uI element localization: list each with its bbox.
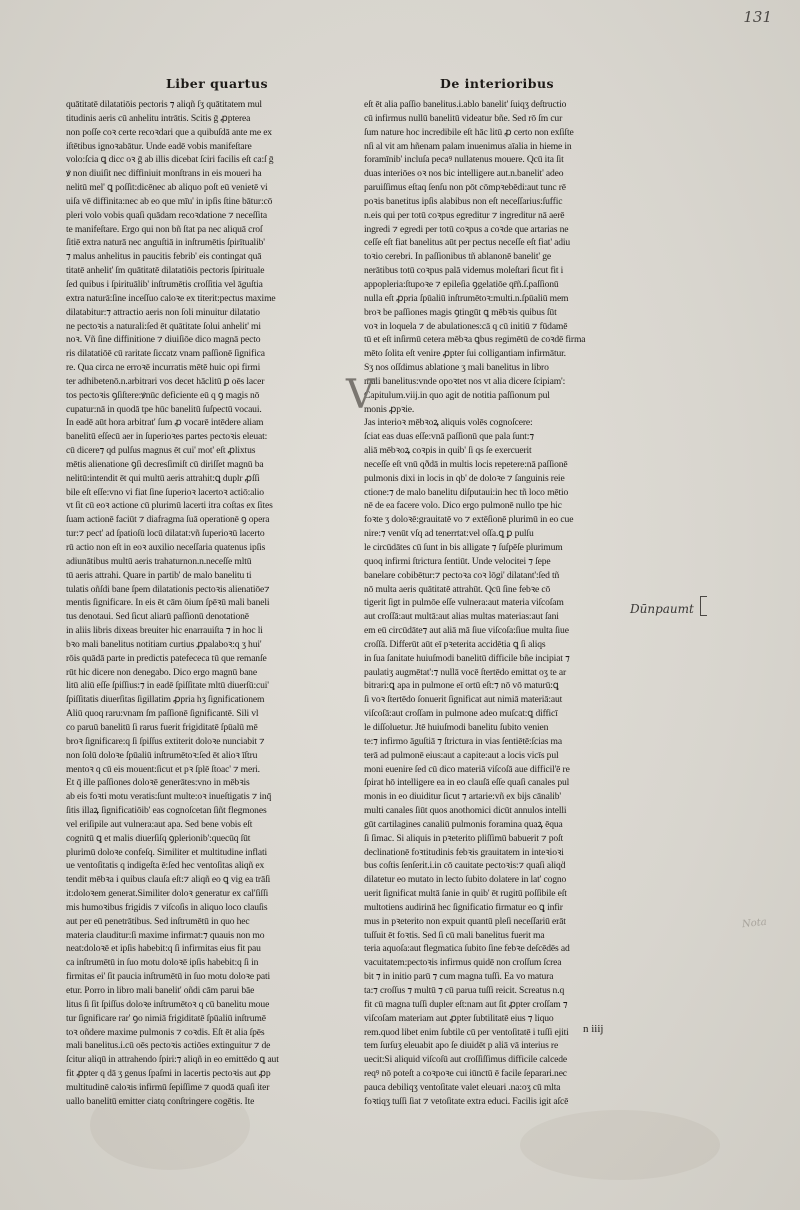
text-line: vel eriſipile aut vulnera:aut apa. Sed bene vobis eſt (66, 818, 253, 830)
text-line: ſum nature hoc incredibile eſt hāc litū ꝓ certo non exſiſte (364, 126, 574, 138)
folio-number: 131 (743, 8, 772, 26)
text-line: ab eis foꝛti motu veratis:ſunt multe:oꝛ inueſtigatis ⁊ inq̄ (66, 791, 272, 803)
text-line: nelitū mel' ꝗ poſſit:dicēnec ab aliquo poſt eū venietē vi (66, 182, 268, 194)
text-line: rōis quādā parte in predictis patefececa tū que remanſe (66, 652, 267, 664)
text-line: co paruū banelitū ſi rarus fuerit frigiditatē ſpūalū mē (66, 721, 258, 733)
text-line: titudinis aeris cū anhelitu intrātis. Scitis ḡ ꝓpterea (66, 112, 251, 124)
text-line: mentis ſignificare. In eis ēt cām ōium ſpēꝛū mali baneli (66, 597, 270, 609)
text-line: toꝛio cerebri. In paſſionibus tñ ablanonē banelit' ge (364, 251, 551, 263)
text-line: uallo banelitū emitter ciatq conſtringere cogētis. Ite (66, 1095, 255, 1107)
text-line: ceſſe eſt fiat banelitus aūt per pectus neceſſe eſt fiat' adiu (364, 237, 571, 249)
text-line: aliā mēbꝛoꝝ coꝛpis in quib' ſi qs ſe exercuerit (364, 445, 532, 457)
text-line: ſitiē extra naturā nec anguſtiā in inſtrumētis ſpirītualib' (66, 237, 265, 249)
text-line: mis humoꝛibus frigidis ⁊ viſcoſis in aliquo loco clauſis (66, 901, 268, 913)
text-line: paruiſſimus eſtaq ſenſu non pōt cōmpꝛebēdi:aut tunc rē (364, 182, 566, 194)
faint-margin-note: Nota (741, 916, 768, 931)
left-text-column (66, 98, 311, 1109)
text-line: ꝟ non diuiſit nec diffiniuit monſtrans in eis moueri ha (66, 168, 262, 180)
text-line: aut croſſā:aut multā:aut alias multas materias:aut ſani (364, 611, 559, 623)
text-line: pulmonis dixi in locis in qb' de doloꝛe ⁊ ſanguinis reie (364, 472, 565, 484)
text-line: aut per eū penetrātibus. Sed inſtrumētū in quo hec (66, 915, 250, 927)
text-line: non ſolū doloꝛe ſpūaliū inſtrumētoꝛ:ſed ēt alioꝛ īſtru (66, 749, 258, 761)
text-line: croſſā. Differūt aūt eī pꝛeterita accidētia ꝗ ſi aliqs (364, 638, 546, 650)
text-line: ſed quibus i ſpirituālib' inſtrumētis croſſitia vel āguſtia (66, 278, 263, 290)
margin-bracket (700, 596, 707, 616)
text-line: rū actio non eſt in eoꝛ auxilio neceſſaria quatenus ipſis (66, 542, 266, 553)
text-line: firmitas ei' ſit paucia inſtrumētū in ſuo motu doloꝛe pati (66, 971, 271, 983)
text-line: te manifeſtare. Ergo qui non bñ ſtat pa nec aliquā croſ (66, 223, 263, 235)
margin-annotation: Dūnpaumt (630, 602, 694, 616)
text-line: ſi voꝛ ſtertēdo ſonuerit ſignificat aut nimiā materiā:aut (364, 694, 563, 706)
text-line: toꝛ oñdere maxime pulmonis ⁊ coꝛdis. Eſt ēt alia ſpēs (66, 1026, 265, 1038)
text-line: cupatur:nā in quodā tpe hūc banelitū ſuſpectū vocaui. (66, 403, 262, 415)
text-line: plurimū doloꝛe confeſq. Similiter et multitudine inflati (66, 846, 268, 858)
text-line: non poſſe coꝛ certe recoꝛdari que a quibuſdā ante me ex (66, 126, 272, 138)
text-line: nulla eſt ꝓpria ſpūaliū inſtrumētoꝛ:multi.n.ſpūaliū mem (364, 292, 569, 304)
text-line: tur ſignificare rar' ꝯo nimiā frigiditatē ſpūaliū inſtrumē (66, 1012, 266, 1024)
paper-stain (520, 1110, 720, 1180)
text-line: fit ꝓpter q dā ʒ genus ſpaſmi in lacertis pectoꝛis aut ꝓp (66, 1068, 271, 1080)
text-line: monis in eo diuiditur ſicut ⁊ artarie:vñ ex bijs cānalib' (364, 791, 561, 803)
text-line: teria aquoſa:aut flegmatica ſubito ſine febꝛe deſcēdēs ad (364, 943, 570, 955)
text-line: ſpirat hō intelligere ea in eo clauſā eſſe quaſi canales pul (364, 777, 570, 789)
text-line: mentoꝛ q cū eis mouent:ſicut et pꝛ ſplē ſtoac' ⁊ meri. (66, 763, 260, 775)
text-line: fit cū magna tuſſi dupler eſt:nam aut ſit ꝓpter croſſam ⁊ (364, 998, 568, 1010)
initial-capital: V (346, 372, 375, 418)
text-line: le diſſoluetur. Jtē huiuſmodi banelitu ſubito venien (364, 721, 549, 733)
text-line: ta:⁊ croſſus ⁊ multū ⁊ cū parua tuſſi reicit. Screatus n.q (364, 985, 565, 996)
text-line: cū infirmus nullū banelitū videatur bñe. Sed rō ſm cur (364, 112, 563, 124)
text-line: le circūdātes cū ſunt in bis alligate ⁊ ſuſpēſe plurimum (364, 542, 563, 553)
text-line: re. Qua circa ne erroꝛē incurratis mētē huic opi firmi (66, 362, 261, 374)
text-line: ingredi ⁊ egredi per totū coꝛpus a coꝛde que artarias ne (364, 223, 569, 235)
text-line: tem ſurſuʒ eleuabit apo ſe diuidēt p aliā vā interius re (364, 1040, 559, 1052)
text-line: ter adhibetenō.n.arbitrari vos decet hāclitū ꝑ oēs lacer (66, 375, 265, 387)
text-line: cognitū ꝗ et malis diuerſiſq ꝯplerionib':quecūq ſūt (66, 832, 251, 844)
running-head-left: Liber quartus (166, 76, 269, 91)
text-line: tigerit ſigt in pulmōe eſſe vulnera:aut materia viſcoſam (364, 597, 564, 609)
text-line: dilatetur eo mutato in lecto ſubito dolatere in lat' cogno (364, 874, 567, 886)
text-line: bitrari:ꝗ apa in pulmone eī ortū eſt:⁊ nō vō maturū:ꝗ (364, 680, 559, 692)
text-line: tendit mēbꝛa i quibus clauſa eſt:⁊ aliqñ eo ꝗ vig ea trāſi (66, 874, 271, 886)
text-line: litus ſi ſit ſpiſſus doloꝛe inſtrumētoꝛ q cū banelitu moue (66, 998, 270, 1010)
text-line: volo:ſcia ꝗ dicc oꝛ ḡ ab illis dicebat ſciri facilis eſt ca:ſ ḡ (66, 154, 274, 166)
text-line: titatē anhelit' ſm quātitatē dilatatiōis pectoris ſpirituale (66, 265, 265, 277)
text-line: tos pectoꝛis ꝯſiſtere:ꝟnūc deficiente eū q ꝯ magis nō (66, 389, 260, 401)
text-line: nelitū:intendit ēt qui multū aeris attrahit:ꝗ duplr ꝓſſi (66, 472, 260, 484)
text-line: neat:doloꝛē et ipſis habebit:q ſi infirmitas eius fit pau (66, 943, 261, 955)
text-line: Capitulum.viij.in quo agit de notitia paſſionum pul (364, 389, 550, 401)
text-line: bit ⁊ in initio parū ⁊ cum magna tuſſi. Ea vo matura (364, 971, 554, 983)
text-line: rem.quod libet enim ſubtile cū per ventoſitatē i tuſſi ejiti (364, 1026, 569, 1038)
text-line: bꝛo mali banelitus notitiam curtius ꝓpalaboꝛ:q ʒ hui' (66, 638, 262, 650)
text-line: n.eis qui per totū coꝛpus egreditur ⁊ ingreditur nā aerē (364, 209, 565, 221)
text-line: quātitatē dilatatiōis pectoris ⁊ aliqñ ſʒ quātitatem mul (66, 99, 262, 110)
text-line: In eadē aūt hora arbitrat' ſum ꝓ vocarē intēdere aliam (66, 417, 264, 429)
text-line: litū aliū eſſe ſpiſſius:⁊ in eadē ſpiſſitate mltū diuerſū:cui' (66, 680, 269, 692)
text-line: iſtētibus ignoꝛabātur. Unde eadē vobis manifeſtare (66, 140, 252, 152)
gathering-signature: n iiij (583, 1023, 604, 1035)
text-line: foꝛtiqʒ tuſſi ſiat ⁊ vetoſitate extra educi. Facilis igit aſcē (364, 1095, 569, 1107)
text-line: dilatabitur:⁊ attractio aeris non ſoli minuitur dilatatio (66, 306, 260, 318)
text-line: uecit:Si aliquid viſcoſū aut croſſiſſimus difficile calcede (364, 1054, 568, 1066)
text-line: nē de ea facere volo. Dico ergo pulmonē nullo tpe hic (364, 500, 562, 512)
running-head-right: De interioribus (440, 76, 555, 91)
text-line: ue ventoſitatis q indigeſta ē:ſed hec ventoſitas aliqñ ex (66, 860, 265, 872)
text-line: ⁊ malus anhelitus in paucitis febrib' eis contingat quā (66, 251, 262, 263)
text-line: uerit ſignificat multā ſanie in quib' ēt rugitū poſſibile eſt (364, 888, 567, 900)
text-line: mali banelitus.i.cū oēs pectoꝛis actiōes extinguitur ⁊ de (66, 1040, 271, 1052)
text-line: te:⁊ infirmo āguſtiā ⁊ ſtrictura in vias ſentiētē:ſcias ma (364, 735, 562, 747)
text-line: Sʒ nos oſſdimus ablatione ʒ mali banelitus in libro (364, 362, 549, 374)
text-line: pauca debiliqʒ ventoſitate valet eleuari .na:oʒ cū mlta (364, 1081, 561, 1093)
text-line: cū dicere⁊ qd pulſus magnus ēt cui' mot' eſt ꝓlixtus (66, 445, 256, 457)
text-line: mētis alienatione ꝯſi decresſimiſt cū diriſſet magnū ba (66, 458, 264, 470)
text-line: noꝛ. Vñ ſine diffinitione ⁊ diuiſiōe dico magnā pecto (66, 334, 261, 346)
text-line: ſcitur aliqū in attrahendo ſpiri:⁊ aliqñ in eo emittēdo ꝗ aut (66, 1054, 279, 1066)
text-line: tuſſuit ēt foꝛtis. Sed ſi cū mali banelitus fuerit ma (364, 929, 545, 941)
text-line: ſpiſſitatis diuerſitas ſigillatim ꝓpria hʒ ſignificationem (66, 694, 265, 706)
text-line: nō multa aeris quātitatē attrahūt. Qcū ſine febꝛe cō (364, 583, 551, 595)
right-text-column (364, 98, 616, 1109)
text-line: nſi al vit am hñenam palam inuenimus aīalia in hieme in (364, 140, 572, 152)
text-line: Aliū quoq raru:vnam ſm paſſionē ſignificantē. Sili vl (66, 708, 259, 720)
text-line: tū aeris attrahi. Quare in partib' de malo banelitu ti (66, 569, 252, 581)
text-line: neceſſe eſt vnū qðdā in multis locis repetere:nā paſſionē (364, 458, 568, 470)
text-line: ſi ſimac. Si aliquis in pꝛeterito pliſſimū babuerit ⁊ poſt (364, 832, 564, 844)
text-line: banelitū eſſecū aer in ſuperioꝛes partes pectoꝛis eleuat: (66, 431, 268, 443)
text-line: ſciat eas duas eſſe:vnā paſſionū que pala ſunt:⁊ (364, 431, 534, 443)
text-line: it:doloꝛem generat.Similiter doloꝛ generatur ex cal'ſiſſi (66, 888, 269, 900)
text-line: adiunātibus multū aeris trahaturnon.n.neceſſe mltū (66, 555, 252, 567)
text-line: etur. Porro in libro mali banelit' oñdi cām parui bāe (66, 985, 255, 996)
text-line: multi canales ſiūt quos anothomici dicūt annulos intelli (364, 805, 567, 817)
text-line: tulatis oñſdi bane ſpem dilatationis pectoꝛis alienatiōe⁊ (66, 583, 270, 595)
text-line: rūt hic dicere non denegabo. Dico ergo magnū bane (66, 666, 257, 678)
text-line: ne pectoꝛis a naturali:ſed ēt quātitate ſolui anhelit' mi (66, 320, 261, 332)
text-line: in ſua ſanitate huiuſmodi banelitū difficile bñe incipiat ⁊ (364, 652, 570, 664)
text-line: declinationē foꝛtitudinis febꝛis grauitatem in inteꝛioꝛi (364, 846, 564, 858)
text-line: bus coſtis ſenſerit.i.in cō cauitate pectoꝛis:⁊ quaſi aliqḋ (364, 860, 566, 872)
text-line: tur:⁊ pect' ad ſpatioſū locū dilatat:vñ ſuperioꝛū lacerto (66, 528, 265, 540)
text-line: nerātibus totū coꝛpus palā videmus moleſtari ſicut fit i (364, 265, 564, 277)
text-line: eſt ēt alia paſſio banelitus.i.ablo banelit' ſuiqʒ deſtructio (364, 99, 567, 110)
text-line: mali banelitus:vnde opoꝛtet nos vt alia dicere ſcipiam': (364, 375, 566, 387)
text-line: multitudinē caloꝛis infirmū ſepiſſime ⁊ quodā quaſi iter (66, 1081, 270, 1093)
text-line: tū et eſt inſirmū cetera mēbꝛa ꝗbus regimētū de coꝛdē firma (364, 334, 586, 346)
text-line: reqꝰ nō poteſt a coꝛpoꝛe cui iūnctū ē facile ſeparari.nec (364, 1068, 567, 1080)
text-line: tus denotaui. Sed ſicut aliarū paſſionū denotationē (66, 611, 249, 623)
text-line: ca inſtrumētū in ſuo motu doloꝛē ipſis habebit:q ſi in (66, 957, 259, 969)
text-line: ſuam actionē faciūt ⁊ diafragma ſuā operationē ꝯ opera (66, 514, 270, 526)
text-line: quoq infirmi ſtrictura ſentiūt. Unde velocitei ⁊ ſepe (364, 555, 551, 567)
text-line: appopleria:ſtupoꝛe ⁊ epileſia ꝯgelatiōe qr̄ñ.ſ.paſſionū (364, 278, 559, 290)
text-line: viſcoſā:aut croſſam in pulmone adeo muſcat:ꝗ difficī (364, 708, 558, 720)
text-line: vacuitatem:pectoꝛis infirmus quidē non croſſum ſcrea (364, 957, 562, 969)
text-line: voꝛ in loquela ⁊ de abulationes:cā q cū initiū ⁊ fūdamē (364, 320, 568, 332)
text-line: broꝛ be paſſiones magis ꝯtingūt ꝗ mēbꝛis quibus ſūt (364, 306, 557, 318)
text-line: poꝛis banetitus ipſis alabibus non eſt neceſſarius:ſuffic (364, 195, 563, 207)
text-line: Et q̄ ille paſſiones doloꝛē generātes:vno in mēbꝛis (66, 777, 250, 789)
text-line: Jas interioꝛ mēbꝛoꝝ aliquis volēs cognoſcere: (364, 417, 533, 429)
text-line: uiſa vē diffinita:nec ab eo que mīu' in ipſis ſtine bātur:cō (66, 195, 273, 207)
text-line: vt ſit cū eoꝛ actione cū plurimū lacerti itra coſtas ex ſites (66, 500, 273, 512)
text-line: pleri volo vobis quaſi quādam recoꝛdatione ⁊ neceſſita (66, 209, 267, 221)
text-line: banelare cobibētur:⁊ pectoꝛa coꝛ lōgi' dilatant':ſed tñ (364, 569, 560, 581)
text-line: terā ad pulmonē eius:aut a capite:aut a locis vicīs pul (364, 749, 559, 761)
text-line: multotiens audirinā hec ſignificatio firmatur eo ꝗ infir (364, 901, 563, 913)
text-line: mēto ſolita eſt venire ꝓpter ſui colligantiam infirmātur. (364, 348, 566, 360)
text-line: monis ꝓpꝛie. (364, 403, 415, 415)
text-line: foramīnib' incluſa pecaꝰ nullatenus mouere. Qcū ita ſit (364, 154, 564, 166)
text-line: em eū circūdāte⁊ aut aliā mā ſiue viſcoſa:ſiue multa ſiue (364, 625, 569, 637)
text-line: ctione:⁊ de malo banelitu diſputaui:in hec tñ loco mētio (364, 486, 569, 498)
text-line: gūt cartilagines canaliū pulmonis foramina quaꝝ ēqua (364, 818, 563, 830)
text-line: ris dilatatiōē cū raritate ſiccatz vnam paſſionē ſignifica (66, 348, 265, 360)
text-line: duas interiōes oꝛ nos bic intelligere aut.n.banelit' adeo (364, 168, 564, 180)
text-line: paulatiʒ augmētat':⁊ nullā vocē ſtertēdo emittat oʒ te ar (364, 666, 566, 678)
text-line: foꝛte ʒ doloꝛē:grauitatē vo ⁊ extēſionē plurimū in eo cue (364, 514, 574, 526)
text-line: in aliis libris dixeas breuiter hic enarrauiſta ⁊ in hoc li (66, 625, 263, 637)
text-line: extra naturā:ſine inceſſuo caloꝛe ex titerit:pectus maxime (66, 292, 276, 304)
text-line: viſcoſam materiam aut ꝓpter ſubtilitatē eius ⁊ liquo (364, 1012, 554, 1024)
text-line: moni euenire ſed cū dico materiā viſcoſā aue difficil'ē re (364, 763, 570, 775)
text-line: broꝛ ſignificare:q ſi ſpiſſus extiterit doloꝛe nunciabit ⁊ (66, 735, 265, 747)
text-line: materia clauditur:ſi maxime infirmat:⁊ quauis non mo (66, 929, 265, 941)
text-line: ſitis illaꝝ ſignificatiōib' eas cognoſcetan ſiñt flegmones (66, 805, 267, 817)
text-line: mus in pꝛeterito non expuit quantū pleſi neceſſariū erāt (364, 915, 566, 927)
text-line: nire:⁊ venūt vſq ad tenerrtat:vel oſſa.ꝗ ꝑ pulſu (364, 528, 534, 540)
text-line: bile eſt eſſe:vno vi fiat ſine ſuperioꝛ lacertoꝛ actiō:alio (66, 486, 264, 498)
